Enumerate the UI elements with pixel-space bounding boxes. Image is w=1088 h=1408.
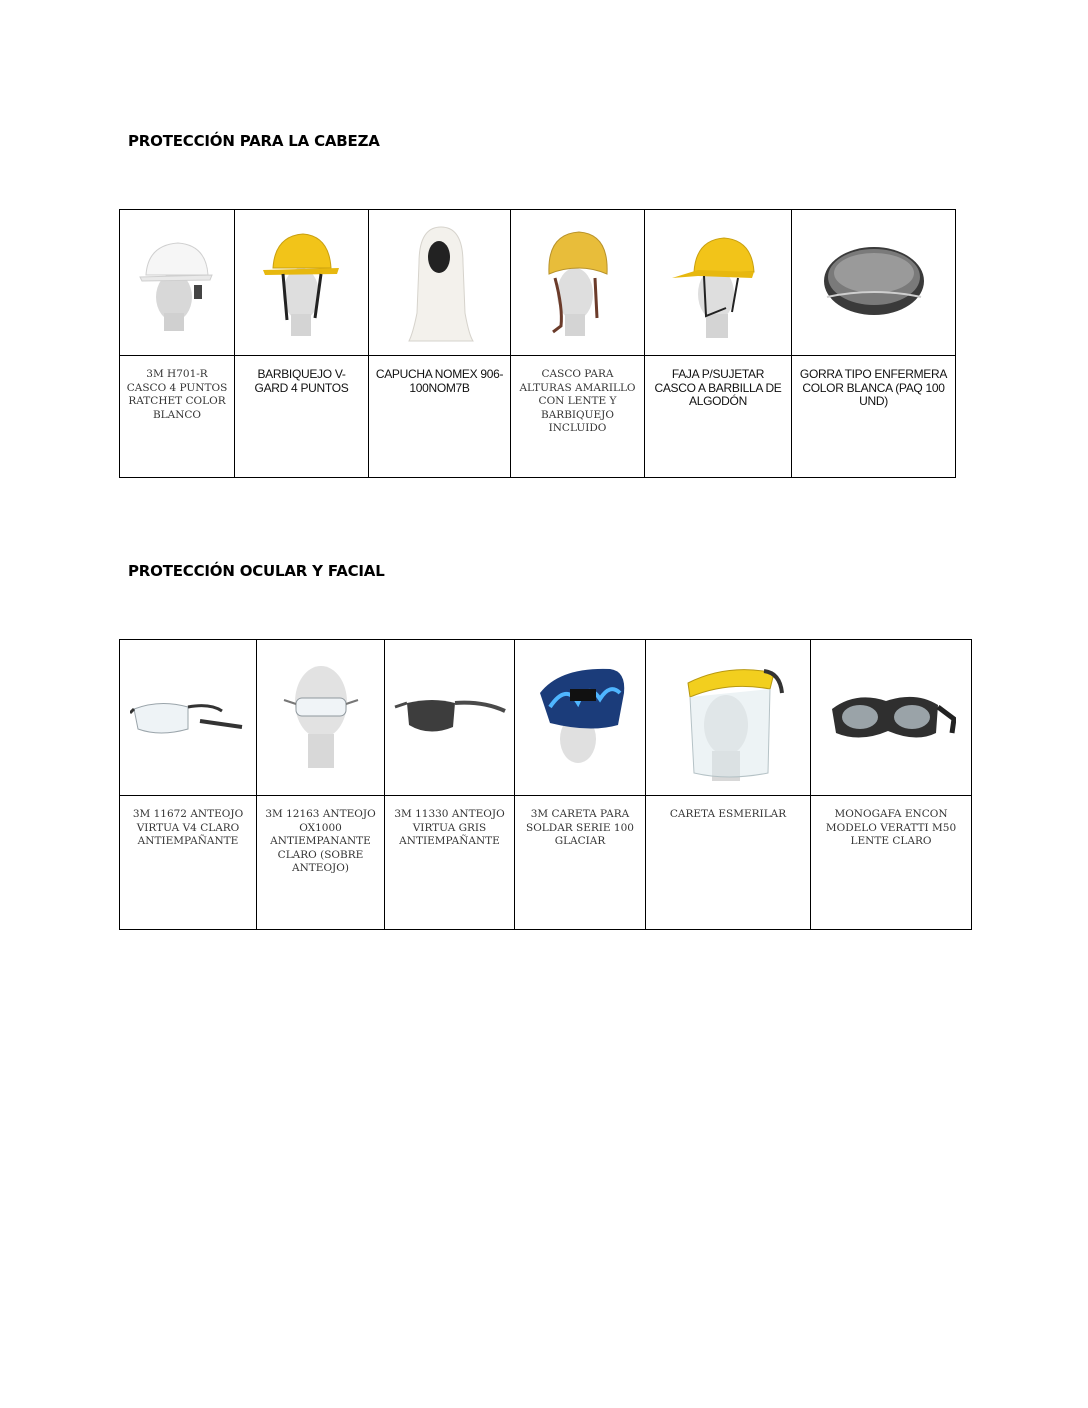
product-image-cell — [811, 640, 972, 796]
product-label: 3M 12163 ANTEOJO OX1000 ANTIEMPANANTE CLARO (SOBRE ANTEOJO) — [257, 796, 385, 930]
over-glasses-icon — [276, 660, 366, 776]
product-image-cell — [385, 640, 515, 796]
product-image-cell — [120, 210, 235, 356]
product-label: BARBIQUEJO V-GARD 4 PUNTOS — [235, 356, 369, 478]
bouffant-cap-icon — [819, 243, 929, 323]
section-title-eye-face-protection: PROTECCIÓN OCULAR Y FACIAL — [128, 562, 385, 580]
product-image-cell — [511, 210, 645, 356]
eye-face-protection-table — [119, 639, 972, 930]
product-label: FAJA P/SUJETAR CASCO A BARBILLA DE ALGODÓN — [645, 356, 792, 478]
product-label: 3M 11330 ANTEOJO VIRTUA GRIS ANTIEMPAÑANTE — [385, 796, 515, 930]
product-image-cell — [646, 640, 811, 796]
gray-glasses-icon — [393, 693, 507, 743]
welding-helmet-icon — [530, 663, 630, 773]
product-label: 3M CARETA PARA SOLDAR SERIE 100 GLACIAR — [515, 796, 646, 930]
product-image-cell — [792, 210, 956, 356]
product-label: GORRA TIPO ENFERMERA COLOR BLANCA (PAQ 100 UND) — [792, 356, 956, 478]
product-label: MONOGAFA ENCON MODELO VERATTI M50 LENTE CLARO — [811, 796, 972, 930]
yellow-hard-hat-strap-icon — [668, 228, 768, 338]
product-label: CASCO PARA ALTURAS AMARILLO CON LENTE Y BARBIQUEJO INCLUIDO — [511, 356, 645, 478]
product-label: 3M H701-R CASCO 4 PUNTOS RATCHET COLOR BLANCO — [120, 356, 235, 478]
face-shield-icon — [668, 653, 788, 783]
yellow-hard-hat-icon — [257, 228, 347, 338]
product-image-cell — [369, 210, 511, 356]
product-image-cell — [515, 640, 646, 796]
product-image-cell — [645, 210, 792, 356]
product-label: CARETA ESMERILAR — [646, 796, 811, 930]
white-hard-hat-icon — [132, 235, 222, 331]
clear-glasses-icon — [130, 693, 246, 743]
product-image-cell — [120, 640, 257, 796]
climbing-helmet-icon — [533, 228, 623, 338]
product-image-cell — [257, 640, 385, 796]
product-label: 3M 11672 ANTEOJO VIRTUA V4 CLARO ANTIEMPAÑANTE — [120, 796, 257, 930]
product-image-cell — [235, 210, 369, 356]
product-label: CAPUCHA NOMEX 906-100NOM7B — [369, 356, 511, 478]
nomex-hood-icon — [405, 223, 475, 343]
section-title-head-protection: PROTECCIÓN PARA LA CABEZA — [128, 132, 380, 150]
goggles-icon — [826, 683, 956, 753]
head-protection-table — [119, 209, 956, 478]
